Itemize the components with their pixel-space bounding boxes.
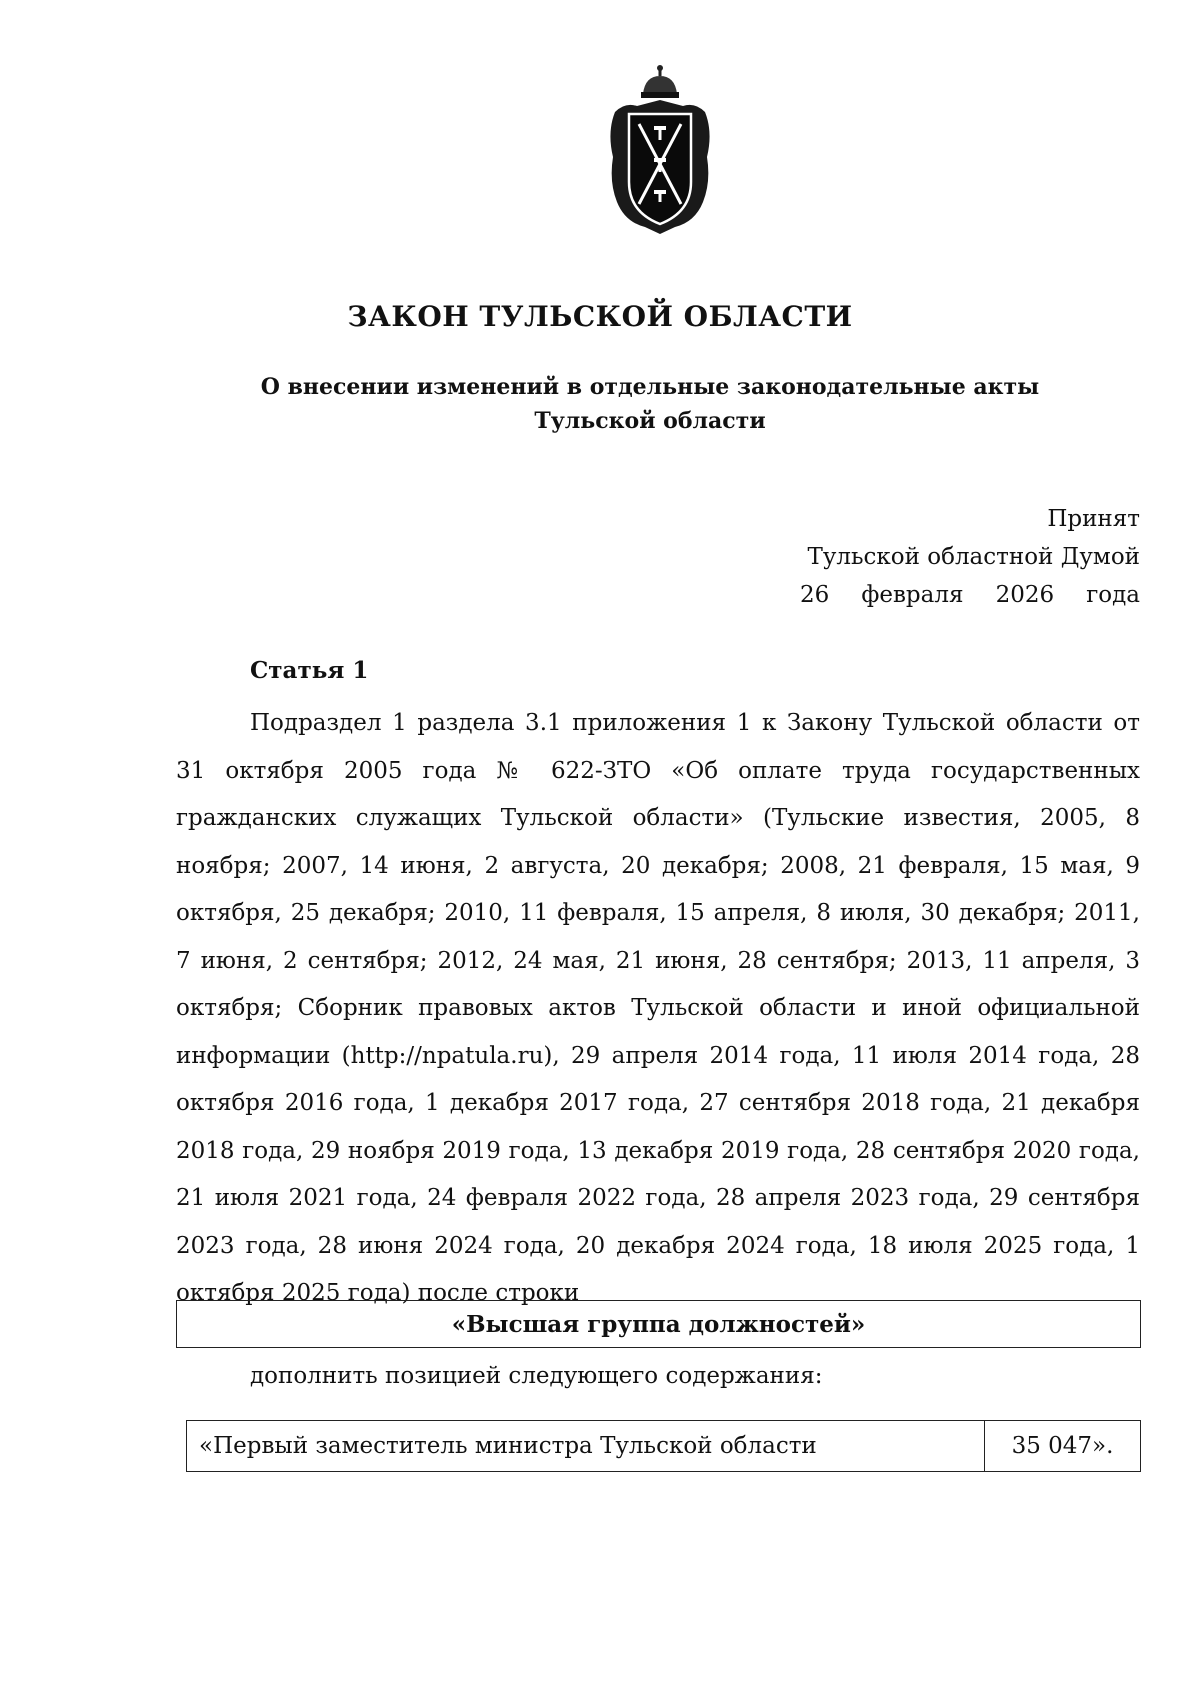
adopted-label: Принят <box>1047 506 1140 532</box>
adoption-block <box>800 500 1140 614</box>
table-row-new-position <box>186 1420 1141 1472</box>
article-heading: Статья 1 <box>250 657 369 684</box>
adoption-month: февраля <box>861 582 964 608</box>
subtitle-line-1: О внесении изменений в отдельные законодательные акты <box>260 374 1040 400</box>
adopted-by: Тульской областной Думой <box>807 544 1140 570</box>
adoption-year: 2026 <box>995 582 1055 608</box>
coat-of-arms-icon <box>605 62 715 237</box>
adoption-date <box>800 576 1140 614</box>
document-subtitle <box>150 370 1150 438</box>
table-cell-amount: 35 047». <box>1011 1433 1114 1459</box>
subtitle-line-2: Тульской области <box>534 408 766 434</box>
table-cell: «Высшая группа должностей» <box>451 1310 866 1338</box>
adoption-year-word: года <box>1086 582 1140 608</box>
document-title: ЗАКОН ТУЛЬСКОЙ ОБЛАСТИ <box>347 300 853 333</box>
article-text: Подраздел 1 раздела 3.1 приложения 1 к Закону Тульской области от 31 октября 2005 года № 622-ЗТО «Об оплате труда государственных гражданских служащих Тульской области» (Тульские известия, 2005, 8 ноября; 2007, 14 июня, 2 августа, 20 декабря; 2008, 21 февраля, 15 мая, 9 октября, 25 декабря; 2010, 11 февраля, 15 апреля, 8 июля, 30 декабря; 2011, 7 июня, 2 сентября; 2012, 24 мая, 21 июня, 28 сентября; 2013, 11 апреля, 3 октября; Сборник правовых актов Тульской области и иной официальной информации (http://npatula.ru), 29 апреля 2014 года, 11 июля 2014 года, 28 октября 2016 года, 1 декабря 2017 года, 27 сентября 2018 года, 21 декабря 2018 года, 29 ноября 2019 года, 13 декабря 2019 года, 28 сентября 2020 года, 21 июля 2021 года, 24 февраля 2022 года, 28 апреля 2023 года, 29 сентября 2023 года, 28 июня 2024 года, 20 декабря 2024 года, 18 июля 2025 года, 1 октября 2025 года) после строки <box>176 710 1140 1306</box>
adoption-day: 26 <box>800 582 830 608</box>
table-row-highest-group <box>176 1300 1141 1348</box>
after-table-text: дополнить позицией следующего содержания: <box>250 1363 823 1389</box>
table-cell-position: «Первый заместитель министра Тульской области <box>187 1421 985 1471</box>
